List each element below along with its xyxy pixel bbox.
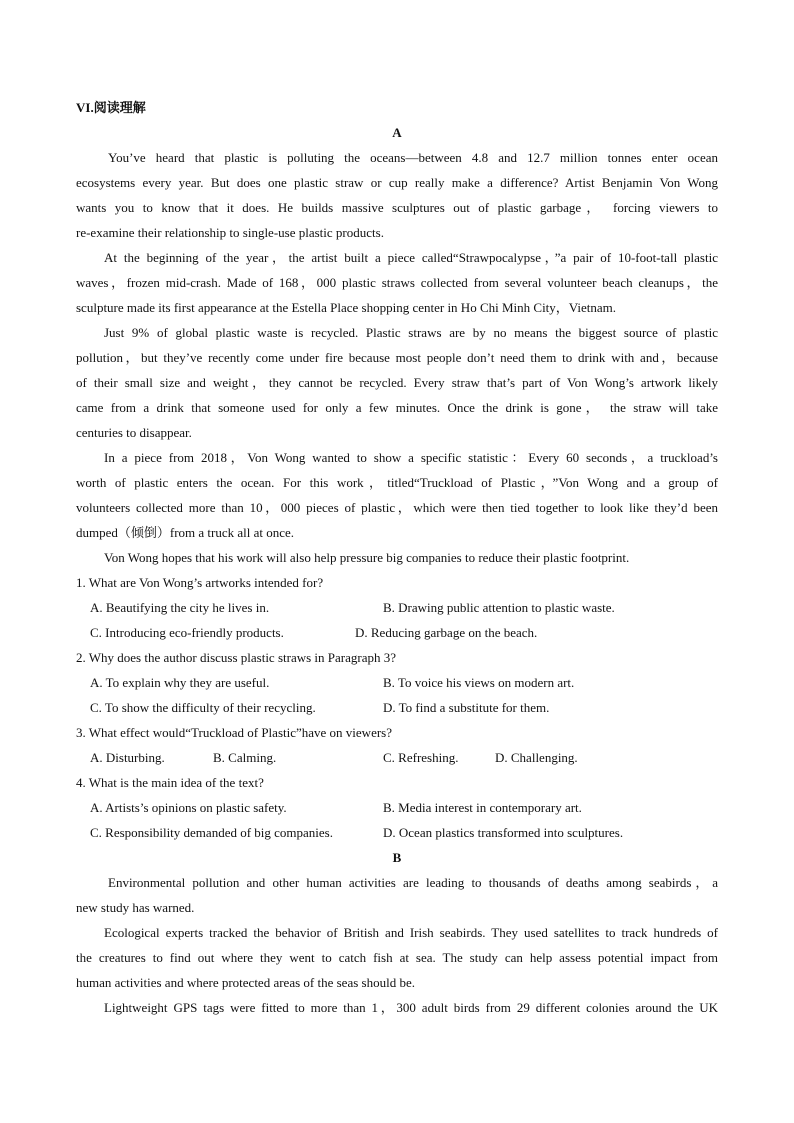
passage-a-line: wants you to know that it does. He builds massive sculptures out of plastic garbage， forcing viewers to	[76, 200, 718, 215]
question-option: A. To explain why they are useful.	[90, 675, 270, 690]
passage-b-line: Lightweight GPS tags were fitted to more than 1，300 adult birds from 29 different colonies around the UK	[104, 1000, 718, 1015]
question-option: D. Ocean plastics transformed into sculptures.	[383, 825, 624, 840]
passage-a-line: You’ve heard that plastic is polluting the oceans—between 4.8 and 12.7 million tonnes enter ocean	[108, 150, 718, 165]
question-option: D. Reducing garbage on the beach.	[355, 625, 538, 640]
passage-a-line: waves，frozen mid-crash. Made of 168，000 plastic straws collected from several volunteer beach cleanups，the	[76, 275, 718, 290]
question-option: B. Calming.	[213, 750, 277, 765]
passage-a-line: of their small size and weight，they cannot be recycled. Every straw that’s part of Von Wong’s artwork likely	[76, 375, 718, 390]
passage-a-line: dumped（倾倒）from a truck all at once.	[76, 525, 295, 540]
passage-a-line: came from a drink that someone used for only a few minutes. Once the drink is gone， the straw will take	[76, 400, 718, 415]
question-option: A. Disturbing.	[90, 750, 165, 765]
passage-a-line: volunteers collected more than 10，000 pieces of plastic，which were then tied together to look like they’d been	[76, 500, 718, 515]
passage-a-line: worth of plastic enters the ocean. For this work，titled“Truckload of Plastic，”Von Wong and a group of	[76, 475, 718, 490]
question-option: A. Artists’s opinions on plastic safety.	[90, 800, 287, 815]
question-option: B. Media interest in contemporary art.	[383, 800, 582, 815]
passage-b-line: Ecological experts tracked the behavior of British and Irish seabirds. They used satellites to track hundreds of	[104, 925, 718, 940]
question-option: C. To show the difficulty of their recycling.	[90, 700, 316, 715]
passage-a-line: In a piece from 2018，Von Wong wanted to show a specific statistic：Every 60 seconds，a truckload’s	[104, 450, 718, 465]
passage-a-line: re-examine their relationship to single-use plastic products.	[76, 225, 384, 240]
passage-a-line: At the beginning of the year，the artist built a piece called“Strawpocalypse，”a pair of 10-foot-tall plastic	[104, 250, 718, 265]
question-stem: 3. What effect would“Truckload of Plastic”have on viewers?	[76, 725, 392, 740]
passage-a-line: centuries to disappear.	[76, 425, 192, 440]
question-stem: 1. What are Von Wong’s artworks intended for?	[76, 575, 324, 590]
passage-b-line: the creatures to find out where they went to catch fish at sea. The study can help assess potential impact from	[76, 950, 718, 965]
question-option: D. Challenging.	[495, 750, 578, 765]
question-option: B. Drawing public attention to plastic waste.	[383, 600, 615, 615]
question-stem: 4. What is the main idea of the text?	[76, 775, 264, 790]
passage-b-line: Environmental pollution and other human activities are leading to thousands of deaths among seabirds，a	[108, 875, 718, 890]
passage-b-line: new study has warned.	[76, 900, 195, 915]
passage-a-line: Von Wong hopes that his work will also help pressure big companies to reduce their plastic footprint.	[104, 550, 630, 565]
question-option: C. Introducing eco-friendly products.	[90, 625, 284, 640]
passage-b-line: human activities and where protected areas of the seas should be.	[76, 975, 415, 990]
question-option: D. To find a substitute for them.	[383, 700, 550, 715]
question-stem: 2. Why does the author discuss plastic straws in Paragraph 3?	[76, 650, 396, 665]
passage-b-heading: B	[392, 850, 402, 865]
passage-a-line: sculpture made its first appearance at the Estella Place shopping center in Ho Chi Minh City，Vietnam.	[76, 300, 617, 315]
question-option: B. To voice his views on modern art.	[383, 675, 575, 690]
passage-a-heading: A	[392, 125, 402, 140]
section-title: VI.阅读理解	[76, 100, 146, 115]
passage-a-line: Just 9% of global plastic waste is recycled. Plastic straws are by no means the biggest source of plastic	[104, 325, 718, 340]
passage-a-line: pollution，but they’ve recently come under fire because most people don’t need them to drink with and，because	[76, 350, 718, 365]
question-option: C. Refreshing.	[383, 750, 459, 765]
question-option: C. Responsibility demanded of big companies.	[90, 825, 333, 840]
question-option: A. Beautifying the city he lives in.	[90, 600, 270, 615]
passage-a-line: ecosystems every year. But does one plastic straw or cup really make a difference? Artist Benjamin Von Wong	[76, 175, 718, 190]
